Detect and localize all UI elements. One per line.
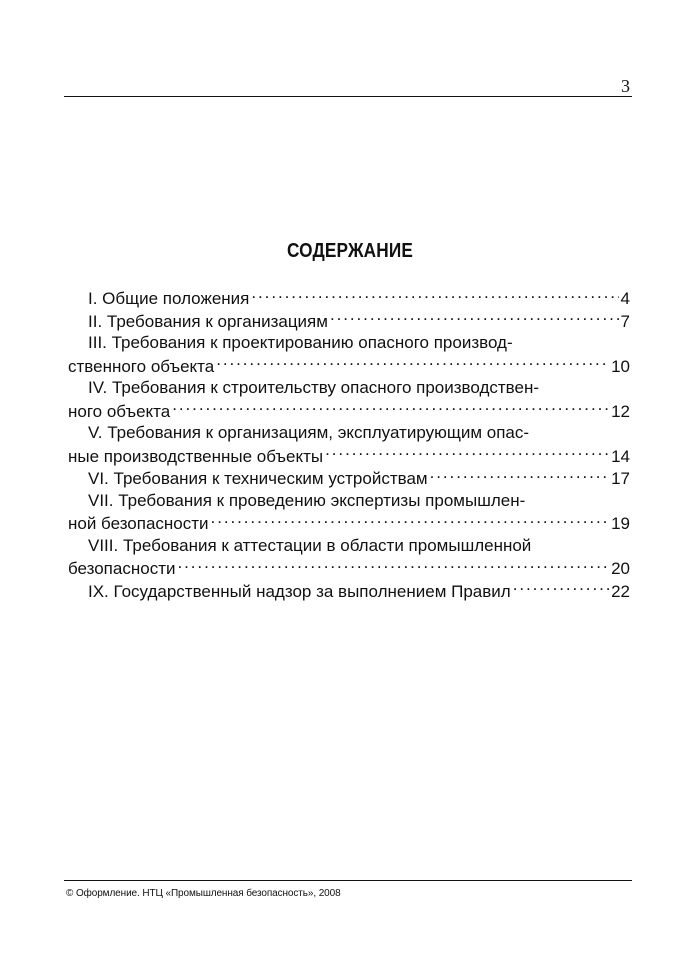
toc-entry-9[interactable] bbox=[68, 580, 630, 603]
dot-leader bbox=[211, 512, 610, 529]
toc-entry-3-line-1[interactable] bbox=[68, 332, 630, 355]
dot-leader bbox=[325, 445, 609, 462]
toc-entry-label: III. Требования к проектированию опасного производ- bbox=[88, 333, 513, 352]
dot-leader bbox=[216, 355, 609, 372]
toc-entry-label: II. Требования к организациям bbox=[88, 311, 328, 331]
dot-leader bbox=[251, 287, 618, 304]
footer-rule bbox=[64, 880, 632, 881]
dot-leader bbox=[172, 400, 609, 417]
toc-entry-label: IV. Требования к строительству опасного производствен- bbox=[88, 378, 540, 397]
toc-entry-4-line-2[interactable] bbox=[68, 400, 630, 423]
toc-entry-label-continued: ной безопасности bbox=[68, 514, 209, 533]
toc-entry-page: 19 bbox=[611, 514, 630, 533]
toc-entry-4-line-1[interactable] bbox=[68, 377, 630, 400]
footer-copyright: © Оформление. НТЦ «Промышленная безопасность», 2008 bbox=[66, 888, 341, 899]
dot-leader bbox=[177, 557, 609, 574]
toc-entry-7-line-1[interactable] bbox=[68, 490, 630, 513]
toc-entry-page: 14 bbox=[611, 446, 630, 466]
toc-entry-8-line-2[interactable] bbox=[68, 557, 630, 580]
toc-entry-page: 20 bbox=[611, 559, 630, 578]
toc-entry-3-line-2[interactable] bbox=[68, 355, 630, 378]
toc-entry-label: VII. Требования к проведению экспертизы промышлен- bbox=[88, 490, 526, 510]
toc-entry-label-continued: ные производственные объекты bbox=[68, 446, 324, 466]
page-number: 3 bbox=[621, 76, 630, 96]
toc-entry-page: 4 bbox=[620, 289, 630, 308]
toc-entry-5-line-1[interactable] bbox=[68, 422, 630, 445]
toc-entry-page: 7 bbox=[620, 311, 630, 331]
toc-entry-1[interactable] bbox=[68, 287, 630, 310]
dot-leader bbox=[330, 310, 619, 327]
toc-entry-label: IX. Государственный надзор за выполнением Правил bbox=[88, 581, 511, 601]
toc-entry-label: I. Общие положения bbox=[88, 289, 250, 308]
toc-entry-label: VI. Требования к техническим устройствам bbox=[88, 469, 428, 488]
toc-entry-8-line-1[interactable] bbox=[68, 535, 630, 558]
dot-leader bbox=[513, 580, 609, 597]
toc-entry-label: VIII. Требования к аттестации в области промышленной bbox=[88, 535, 532, 555]
toc-entry-label-continued: ственного объекта bbox=[68, 356, 215, 376]
header-rule bbox=[64, 96, 632, 97]
toc-entry-label: V. Требования к организациям, эксплуатирующим опас- bbox=[88, 423, 530, 442]
toc-entry-label-continued: безопасности bbox=[68, 559, 176, 578]
toc-entry-page: 12 bbox=[611, 401, 630, 421]
dot-leader bbox=[430, 467, 609, 484]
toc-entry-7-line-2[interactable] bbox=[68, 512, 630, 535]
toc-entry-2[interactable] bbox=[68, 310, 630, 333]
toc-entry-page: 17 bbox=[611, 469, 630, 488]
table-of-contents bbox=[68, 287, 630, 602]
toc-entry-5-line-2[interactable] bbox=[68, 445, 630, 468]
toc-entry-page: 22 bbox=[611, 581, 630, 601]
toc-entry-6[interactable] bbox=[68, 467, 630, 490]
toc-entry-label-continued: ного объекта bbox=[68, 401, 171, 421]
toc-entry-page: 10 bbox=[611, 356, 630, 376]
toc-title: СОДЕРЖАНИЕ bbox=[286, 240, 414, 262]
